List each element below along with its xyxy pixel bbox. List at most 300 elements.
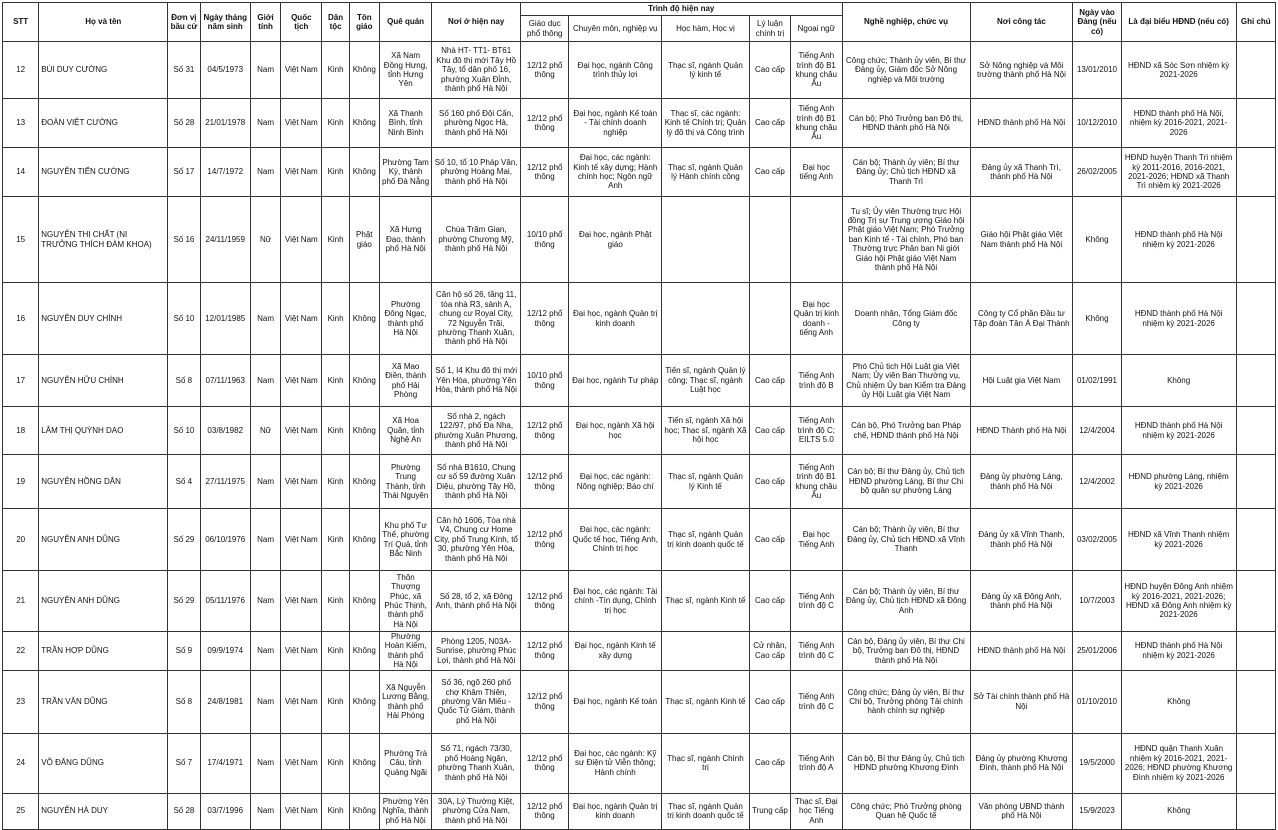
cell-residence: Số 36, ngõ 260 phố chợ Khâm Thiên, phường Văn Miếu - Quốc Tử Giám, thành phố Hà Nội: [432, 670, 521, 733]
cell-ethnicity: Kinh: [322, 455, 349, 509]
cell-language: Tiếng Anh trình độ C: [791, 670, 842, 733]
cell-workplace: Đảng ủy xã Thanh Trì, thành phố Hà Nội: [970, 148, 1073, 197]
cell-dob: 24/8/1981: [200, 670, 250, 733]
header-party-date: Ngày vào Đảng (nếu có): [1073, 3, 1121, 42]
cell-gender: Nam: [250, 148, 280, 197]
table-row: [3, 99, 1276, 148]
cell-delegate: HĐND quận Thanh Xuân nhiệm kỳ 2016-2021, 2021-2026; HĐND phường Khương Đình nhiệm kỳ 2021-2026: [1121, 733, 1236, 793]
cell-name: NGUYỄN DUY CHÍNH: [39, 283, 168, 355]
cell-ethnicity: Kinh: [322, 197, 349, 283]
cell-ethnicity: Kinh: [322, 283, 349, 355]
cell-unit: Số 29: [168, 571, 200, 632]
cell-language: Đại học tiếng Anh: [791, 148, 842, 197]
cell-occupation: Công chức; Thành ủy viên, Bí thư Đảng ủy, Giám đốc Sở Nông nghiệp và Môi trường: [842, 42, 970, 99]
cell-hometown: Phường Đông Ngạc, thành phố Hà Nội: [379, 283, 431, 355]
cell-language: Tiếng Anh trình độ B1 khung châu Âu: [791, 99, 842, 148]
cell-religion: Không: [349, 283, 379, 355]
cell-gender: Nam: [250, 670, 280, 733]
header-unit: Đơn vị bầu cử: [168, 3, 200, 42]
cell-party-date: 10/12/2010: [1073, 99, 1121, 148]
cell-politics: [749, 283, 790, 355]
cell-general-edu: 12/12 phổ thông: [521, 509, 569, 571]
cell-religion: Không: [349, 99, 379, 148]
cell-general-edu: 12/12 phổ thông: [521, 670, 569, 733]
cell-specialty: Đại học, ngành Tư pháp: [569, 355, 662, 407]
cell-academic: Thạc sĩ, ngành Quản trị kinh doanh quốc tế: [662, 509, 750, 571]
header-politics: Lý luận chính trị: [749, 16, 790, 42]
cell-stt: 19: [3, 455, 39, 509]
cell-academic: Tiến sĩ, ngành Xã hội học; Thạc sĩ, ngành Xã hội học: [662, 407, 750, 455]
table-row: [3, 509, 1276, 571]
cell-occupation: Cán bộ; Phó Trưởng ban Đô thị, HĐND thành phố Hà Nội: [842, 99, 970, 148]
cell-language: Tiếng Anh trình độ C: [791, 632, 842, 671]
cell-stt: 18: [3, 407, 39, 455]
cell-name: ĐOÀN VIỆT CƯỜNG: [39, 99, 168, 148]
cell-dob: 09/9/1974: [200, 632, 250, 671]
cell-religion: Không: [349, 793, 379, 829]
cell-nationality: Việt Nam: [281, 670, 322, 733]
cell-general-edu: 12/12 phổ thông: [521, 148, 569, 197]
cell-occupation: Công chức; Phó Trưởng phòng Quan hệ Quốc tế: [842, 793, 970, 829]
cell-hometown: Phường Trà Câu, tỉnh Quảng Ngãi: [379, 733, 431, 793]
cell-ethnicity: Kinh: [322, 355, 349, 407]
cell-workplace: Đảng ủy xã Đông Anh, thành phố Hà Nội: [970, 571, 1073, 632]
header-nationality: Quốc tịch: [281, 3, 322, 42]
cell-specialty: Đại học, ngành Xã hội học: [569, 407, 662, 455]
cell-note: [1236, 455, 1275, 509]
cell-workplace: Giáo hội Phật giáo Việt Nam thành phố Hà Nội: [970, 197, 1073, 283]
header-ethnicity: Dân tộc: [322, 3, 349, 42]
cell-stt: 16: [3, 283, 39, 355]
cell-residence: 30A, Lý Thường Kiệt, phường Cửa Nam, thành phố Hà Nội: [432, 793, 521, 829]
cell-dob: 21/01/1978: [200, 99, 250, 148]
cell-unit: Số 29: [168, 509, 200, 571]
cell-stt: 14: [3, 148, 39, 197]
cell-unit: Số 7: [168, 733, 200, 793]
cell-ethnicity: Kinh: [322, 632, 349, 671]
table-body: [3, 42, 1276, 830]
cell-note: [1236, 407, 1275, 455]
cell-dob: 12/01/1985: [200, 283, 250, 355]
cell-gender: Nam: [250, 355, 280, 407]
cell-party-date: 10/7/2003: [1073, 571, 1121, 632]
cell-party-date: 25/01/2006: [1073, 632, 1121, 671]
cell-specialty: Đại học, ngành Quản trị kinh doanh: [569, 283, 662, 355]
cell-workplace: Hội Luật gia Việt Nam: [970, 355, 1073, 407]
header-language: Ngoại ngữ: [791, 16, 842, 42]
cell-politics: Cao cấp: [749, 355, 790, 407]
cell-gender: Nam: [250, 455, 280, 509]
cell-politics: Cao cấp: [749, 455, 790, 509]
table-row: [3, 670, 1276, 733]
cell-academic: [662, 283, 750, 355]
cell-occupation: Phó Chủ tịch Hội Luật gia Việt Nam; Ủy viên Ban Thường vụ, Chủ nhiệm Ủy ban Kiểm tra Đảng ủy Hội Luật gia Việt Nam: [842, 355, 970, 407]
cell-name: TRẦN VĂN DŨNG: [39, 670, 168, 733]
cell-nationality: Việt Nam: [281, 509, 322, 571]
cell-name: NGUYỄN THỊ CHẤT (NI TRƯỞNG THÍCH ĐÀM KHOA): [39, 197, 168, 283]
cell-specialty: Đại học, ngành Kinh tế xây dựng: [569, 632, 662, 671]
cell-general-edu: 12/12 phổ thông: [521, 455, 569, 509]
cell-academic: Thạc sĩ, ngành Quản lý kinh tế: [662, 42, 750, 99]
cell-gender: Nam: [250, 283, 280, 355]
cell-politics: Cao cấp: [749, 509, 790, 571]
cell-note: [1236, 355, 1275, 407]
cell-note: [1236, 571, 1275, 632]
cell-specialty: Đại học, ngành Kế toán: [569, 670, 662, 733]
cell-hometown: Phường Yên Nghĩa, thành phố Hà Nội: [379, 793, 431, 829]
cell-academic: Thạc sĩ, ngành Quản lý Hành chính công: [662, 148, 750, 197]
cell-party-date: 15/9/2023: [1073, 793, 1121, 829]
cell-politics: Cao cấp: [749, 42, 790, 99]
cell-hometown: Xã Mao Điền, thành phố Hải Phòng: [379, 355, 431, 407]
cell-delegate: Không: [1121, 355, 1236, 407]
cell-general-edu: 12/12 phổ thông: [521, 733, 569, 793]
cell-religion: Không: [349, 407, 379, 455]
cell-language: Đại học Tiếng Anh: [791, 509, 842, 571]
cell-specialty: Đại học, ngành Công trình thủy lợi: [569, 42, 662, 99]
cell-delegate: Không: [1121, 670, 1236, 733]
cell-academic: [662, 197, 750, 283]
cell-note: [1236, 197, 1275, 283]
cell-residence: Số 160 phố Đội Cấn, phường Ngọc Hà, thành phố Hà Nội: [432, 99, 521, 148]
cell-unit: Số 10: [168, 407, 200, 455]
cell-note: [1236, 99, 1275, 148]
cell-hometown: Phường Hoàn Kiếm, thành phố Hà Nội: [379, 632, 431, 671]
table-row: [3, 455, 1276, 509]
cell-dob: 06/10/1976: [200, 509, 250, 571]
cell-gender: Nam: [250, 571, 280, 632]
cell-workplace: Đảng ủy xã Vĩnh Thanh, thành phố Hà Nội: [970, 509, 1073, 571]
cell-name: NGUYỄN HỒNG DÂN: [39, 455, 168, 509]
cell-note: [1236, 793, 1275, 829]
cell-politics: Cao cấp: [749, 670, 790, 733]
cell-language: Tiếng Anh trình độ B1 khung châu Âu: [791, 42, 842, 99]
table-row: [3, 355, 1276, 407]
cell-academic: Thạc sĩ, ngành Chính trị: [662, 733, 750, 793]
cell-politics: Cao cấp: [749, 571, 790, 632]
cell-general-edu: 12/12 phổ thông: [521, 283, 569, 355]
cell-dob: 14/7/1972: [200, 148, 250, 197]
header-workplace: Nơi công tác: [970, 3, 1073, 42]
cell-unit: Số 16: [168, 197, 200, 283]
cell-academic: Thạc sĩ, các ngành: Kinh tế Chính trị; Quản lý đô thị và Công trình: [662, 99, 750, 148]
cell-religion: Không: [349, 455, 379, 509]
cell-language: Tiếng Anh trình độ C: [791, 571, 842, 632]
cell-religion: Không: [349, 571, 379, 632]
cell-nationality: Việt Nam: [281, 407, 322, 455]
cell-workplace: Đảng ủy phường Khương Đình, thành phố Hà Nội: [970, 733, 1073, 793]
cell-occupation: Cán bộ; Thành ủy viên, Bí thư Đảng ủy, Chủ tịch HĐND xã Đông Anh: [842, 571, 970, 632]
cell-residence: Chùa Trăm Gian, phường Chương Mỹ, thành phố Hà Nội: [432, 197, 521, 283]
cell-delegate: HĐND xã Vĩnh Thanh nhiệm kỳ 2021-2026: [1121, 509, 1236, 571]
cell-gender: Nam: [250, 632, 280, 671]
candidate-table: [2, 2, 1276, 830]
cell-party-date: 12/4/2004: [1073, 407, 1121, 455]
cell-academic: Thạc sĩ, ngành Kinh tế: [662, 571, 750, 632]
cell-stt: 12: [3, 42, 39, 99]
cell-politics: Cao cấp: [749, 733, 790, 793]
cell-politics: Cao cấp: [749, 407, 790, 455]
cell-residence: Số nhà 2, ngách 122/97, phố Đa Nha, phường Xuân Phương, thành phố Hà Nội: [432, 407, 521, 455]
cell-name: BÙI DUY CƯỜNG: [39, 42, 168, 99]
cell-religion: Không: [349, 42, 379, 99]
cell-delegate: Không: [1121, 793, 1236, 829]
header-dob: Ngày tháng năm sinh: [200, 3, 250, 42]
cell-hometown: Thôn Thượng Phúc, xã Phúc Thịnh, thành phố Hà Nội: [379, 571, 431, 632]
cell-dob: 03/8/1982: [200, 407, 250, 455]
cell-note: [1236, 670, 1275, 733]
cell-language: Đại học Quản trị kinh doanh - tiếng Anh: [791, 283, 842, 355]
cell-residence: Số 71, ngách 73/30, phố Hoàng Ngân, phường Thanh Xuân, thành phố Hà Nội: [432, 733, 521, 793]
cell-hometown: Xã Nguyễn Lương Bằng, thành phố Hải Phòng: [379, 670, 431, 733]
cell-party-date: 03/02/2005: [1073, 509, 1121, 571]
cell-politics: Trung cấp: [749, 793, 790, 829]
cell-religion: Không: [349, 148, 379, 197]
table-row: [3, 632, 1276, 671]
cell-note: [1236, 148, 1275, 197]
cell-hometown: Xã Nam Đồng Hưng, tỉnh Hưng Yên: [379, 42, 431, 99]
cell-ethnicity: Kinh: [322, 99, 349, 148]
cell-ethnicity: Kinh: [322, 733, 349, 793]
cell-language: Tiếng Anh trình độ B: [791, 355, 842, 407]
cell-name: VÕ ĐĂNG DŨNG: [39, 733, 168, 793]
cell-delegate: HĐND huyện Thanh Trì nhiệm kỳ 2011-2016, 2016-2021, 2021-2026; HĐND xã Thanh Trì nhiệm kỳ 2021-2026: [1121, 148, 1236, 197]
cell-stt: 25: [3, 793, 39, 829]
cell-religion: Không: [349, 632, 379, 671]
cell-residence: Số 10, tổ 10 Pháp Vân, phường Hoàng Mai, thành phố Hà Nội: [432, 148, 521, 197]
cell-gender: Nam: [250, 793, 280, 829]
cell-occupation: Cán bộ; Thành ủy viên, Bí thư Đảng ủy, Chủ tịch HĐND xã Vĩnh Thanh: [842, 509, 970, 571]
cell-gender: Nam: [250, 733, 280, 793]
cell-occupation: Công chức; Đảng ủy viên, Bí thư Chi bộ, Trưởng phòng Tài chính hành chính sự nghiệp: [842, 670, 970, 733]
cell-workplace: Đảng ủy phường Láng, thành phố Hà Nội: [970, 455, 1073, 509]
cell-name: NGUYỄN HỮU CHÍNH: [39, 355, 168, 407]
cell-occupation: Cán bộ; Thành ủy viên; Bí thư Đảng ủy; Chủ tịch HĐND xã Thanh Trì: [842, 148, 970, 197]
cell-ethnicity: Kinh: [322, 670, 349, 733]
cell-politics: Cao cấp: [749, 99, 790, 148]
cell-nationality: Việt Nam: [281, 42, 322, 99]
cell-note: [1236, 632, 1275, 671]
cell-nationality: Việt Nam: [281, 793, 322, 829]
cell-ethnicity: Kinh: [322, 571, 349, 632]
cell-party-date: 19/5/2000: [1073, 733, 1121, 793]
cell-name: NGUYỄN HÀ DUY: [39, 793, 168, 829]
cell-stt: 15: [3, 197, 39, 283]
cell-unit: Số 31: [168, 42, 200, 99]
cell-stt: 23: [3, 670, 39, 733]
cell-workplace: HĐND thành phố Hà Nội: [970, 99, 1073, 148]
cell-residence: Số 1, I4 Khu đô thị mới Yên Hòa, phường Yên Hòa, thành phố Hà Nội: [432, 355, 521, 407]
cell-name: LÂM THỊ QUỲNH DAO: [39, 407, 168, 455]
cell-name: NGUYỄN TIẾN CƯỜNG: [39, 148, 168, 197]
cell-residence: Căn hộ số 26, tầng 11, tòa nhà R3, sảnh A, chung cư Royal City, 72 Nguyễn Trãi, phường Thanh Xuân, thành phố Hà Nội: [432, 283, 521, 355]
cell-language: [791, 197, 842, 283]
cell-party-date: Không: [1073, 197, 1121, 283]
cell-note: [1236, 283, 1275, 355]
cell-general-edu: 10/10 phổ thông: [521, 355, 569, 407]
cell-politics: [749, 197, 790, 283]
cell-hometown: Xã Hưng Đạo, thành phố Hà Nội: [379, 197, 431, 283]
cell-ethnicity: Kinh: [322, 148, 349, 197]
cell-ethnicity: Kinh: [322, 42, 349, 99]
cell-gender: Nữ: [250, 407, 280, 455]
cell-language: Tiếng Anh trình độ A: [791, 733, 842, 793]
cell-politics: Cao cấp: [749, 148, 790, 197]
table-row: [3, 197, 1276, 283]
cell-ethnicity: Kinh: [322, 407, 349, 455]
cell-delegate: HĐND thành phố Hà Nội nhiệm kỳ 2021-2026: [1121, 283, 1236, 355]
cell-occupation: Cán bộ, Đảng ủy viên, Bí thư Chi bộ, Trưởng ban Đô thị, HĐND thành phố Hà Nội: [842, 632, 970, 671]
cell-ethnicity: Kinh: [322, 509, 349, 571]
cell-name: NGUYỄN ANH DŨNG: [39, 571, 168, 632]
cell-specialty: Đại học, ngành Quản trị kinh doanh: [569, 793, 662, 829]
cell-note: [1236, 509, 1275, 571]
cell-general-edu: 12/12 phổ thông: [521, 407, 569, 455]
cell-workplace: Sở Nông nghiệp và Môi trường thành phố Hà Nội: [970, 42, 1073, 99]
table-row: [3, 283, 1276, 355]
cell-note: [1236, 42, 1275, 99]
cell-delegate: HĐND huyện Đông Anh nhiệm kỳ 2016-2021, 2021-2026; HĐND xã Đông Anh nhiệm kỳ 2021-2026: [1121, 571, 1236, 632]
cell-gender: Nam: [250, 42, 280, 99]
cell-stt: 22: [3, 632, 39, 671]
cell-religion: Không: [349, 733, 379, 793]
header-residence: Nơi ở hiện nay: [432, 3, 521, 42]
cell-religion: Không: [349, 509, 379, 571]
cell-name: NGUYỄN ANH DŨNG: [39, 509, 168, 571]
header-occupation: Nghề nghiệp, chức vụ: [842, 3, 970, 42]
table-row: [3, 733, 1276, 793]
header-qualification-group: Trình độ hiện nay: [521, 3, 843, 16]
cell-religion: Phật giáo: [349, 197, 379, 283]
cell-general-edu: 12/12 phổ thông: [521, 793, 569, 829]
cell-delegate: HĐND xã Sóc Sơn nhiệm kỳ 2021-2026: [1121, 42, 1236, 99]
cell-unit: Số 28: [168, 99, 200, 148]
header-gender: Giới tính: [250, 3, 280, 42]
cell-dob: 04/5/1973: [200, 42, 250, 99]
cell-party-date: 12/4/2002: [1073, 455, 1121, 509]
cell-specialty: Đại học, các ngành: Kinh tế xây dựng; Hành chính học; Ngôn ngữ Anh: [569, 148, 662, 197]
cell-dob: 17/4/1971: [200, 733, 250, 793]
cell-hometown: Phường Tam Kỳ, thành phố Đà Nẵng: [379, 148, 431, 197]
cell-party-date: 13/01/2010: [1073, 42, 1121, 99]
header-note: Ghi chú: [1236, 3, 1275, 42]
header-stt: STT: [3, 3, 39, 42]
cell-unit: Số 9: [168, 632, 200, 671]
cell-academic: Thạc sĩ, ngành Kinh tế: [662, 670, 750, 733]
header-name: Họ và tên: [39, 3, 168, 42]
cell-specialty: Đại học, các ngành: Quốc tế học, Tiếng Anh, Chính trị học: [569, 509, 662, 571]
cell-dob: 07/11/1963: [200, 355, 250, 407]
cell-religion: Không: [349, 670, 379, 733]
cell-hometown: Phường Trung Thành, tỉnh Thái Nguyên: [379, 455, 431, 509]
cell-party-date: 26/02/2005: [1073, 148, 1121, 197]
cell-dob: 03/7/1996: [200, 793, 250, 829]
cell-hometown: Xã Thanh Bình, tỉnh Ninh Bình: [379, 99, 431, 148]
cell-academic: [662, 632, 750, 671]
cell-stt: 20: [3, 509, 39, 571]
cell-nationality: Việt Nam: [281, 99, 322, 148]
cell-residence: Số nhà B1610, Chung cư số 59 đường Xuân Diệu, phường Tây Hồ, thành phố Hà Nội: [432, 455, 521, 509]
cell-residence: Số 28, tổ 2, xã Đông Anh, thành phố Hà Nội: [432, 571, 521, 632]
cell-delegate: HĐND thành phố Hà Nội, nhiệm kỳ 2016-2021, 2021-2026: [1121, 99, 1236, 148]
cell-general-edu: 12/12 phổ thông: [521, 99, 569, 148]
cell-academic: Tiến sĩ, ngành Quản lý công; Thạc sĩ, ngành Luật học: [662, 355, 750, 407]
cell-dob: 05/11/1976: [200, 571, 250, 632]
cell-specialty: Đại học, các ngành: Nông nghiệp; Báo chí: [569, 455, 662, 509]
cell-occupation: Cán bộ; Bí thư Đảng ủy, Chủ tịch HĐND phường Láng, Bí thư Chi bộ quân sự phường Láng: [842, 455, 970, 509]
cell-occupation: Cán bộ, Bí thư Đảng ủy, Chủ tịch HĐND phường Khương Đình: [842, 733, 970, 793]
cell-workplace: Văn phòng UBND thành phố Hà Nội: [970, 793, 1073, 829]
cell-language: Tiếng Anh trình độ C; EILTS 5.0: [791, 407, 842, 455]
table-row: [3, 407, 1276, 455]
cell-general-edu: 12/12 phổ thông: [521, 571, 569, 632]
cell-nationality: Việt Nam: [281, 148, 322, 197]
cell-workplace: Sở Tài chính thành phố Hà Nội: [970, 670, 1073, 733]
table-row: [3, 793, 1276, 829]
table-row: [3, 571, 1276, 632]
header-specialty: Chuyên môn, nghiệp vụ: [569, 16, 662, 42]
cell-stt: 21: [3, 571, 39, 632]
cell-party-date: 01/10/2010: [1073, 670, 1121, 733]
cell-religion: Không: [349, 355, 379, 407]
header-hometown: Quê quán: [379, 3, 431, 42]
cell-party-date: Không: [1073, 283, 1121, 355]
cell-nationality: Việt Nam: [281, 197, 322, 283]
cell-stt: 13: [3, 99, 39, 148]
cell-residence: Căn hộ 1606, Tòa nhà V4, Chung cư Home City, phố Trung Kính, tổ 30, phường Yên Hòa, thành phố Hà Nội: [432, 509, 521, 571]
cell-specialty: Đại học, các ngành: Kỹ sư Điện tử Viễn thông; Hành chính: [569, 733, 662, 793]
cell-workplace: HĐND thành phố Hà Nội: [970, 632, 1073, 671]
cell-unit: Số 8: [168, 355, 200, 407]
cell-residence: Nhà HT- TT1- BT61 Khu đô thị mới Tây Hồ Tây, tổ dân phố 16, phường Xuân Đỉnh, thành phố Hà Nội: [432, 42, 521, 99]
cell-note: [1236, 733, 1275, 793]
table-row: [3, 42, 1276, 99]
header-religion: Tôn giáo: [349, 3, 379, 42]
cell-stt: 24: [3, 733, 39, 793]
cell-unit: Số 8: [168, 670, 200, 733]
cell-specialty: Đại học, các ngành: Tài chính -Tín dụng, Chính trị học: [569, 571, 662, 632]
cell-delegate: HĐND thành phố Hà Nội nhiệm kỳ 2021-2026: [1121, 407, 1236, 455]
cell-dob: 27/11/1975: [200, 455, 250, 509]
cell-occupation: Tu sĩ; Ủy viên Thường trực Hội đồng Trị sự Trung ương Giáo hội Phật giáo Việt Nam; Phó Trưởng ban Kinh tế - Tài chính, Phó ban Thường trực Phân ban Ni giới Giáo hội Phật giáo Việt Nam thành phố Hà Nội: [842, 197, 970, 283]
cell-nationality: Việt Nam: [281, 283, 322, 355]
cell-nationality: Việt Nam: [281, 455, 322, 509]
cell-occupation: Doanh nhân, Tổng Giám đốc Công ty: [842, 283, 970, 355]
cell-residence: Phòng 1205, N03A-Sunrise, phường Phúc Lợi, thành phố Hà Nội: [432, 632, 521, 671]
cell-nationality: Việt Nam: [281, 733, 322, 793]
cell-hometown: Xã Hoa Quân, tỉnh Nghệ An: [379, 407, 431, 455]
cell-workplace: Công ty Cổ phần Đầu tư Tập đoàn Tân Á Đại Thành: [970, 283, 1073, 355]
cell-delegate: HĐND thành phố Hà Nội nhiệm kỳ 2021-2026: [1121, 197, 1236, 283]
cell-delegate: HĐND thành phố Hà Nội nhiệm kỳ 2021-2026: [1121, 632, 1236, 671]
cell-academic: Thạc sĩ, ngành Quản lý Kinh tế: [662, 455, 750, 509]
cell-delegate: HĐND phường Láng, nhiệm kỳ 2021-2026: [1121, 455, 1236, 509]
cell-general-edu: 12/12 phổ thông: [521, 632, 569, 671]
cell-hometown: Khu phố Tư Thế, phường Trí Quả, tỉnh Bắc Ninh: [379, 509, 431, 571]
cell-language: Tiếng Anh trình độ B1 khung châu Âu: [791, 455, 842, 509]
cell-general-edu: 12/12 phổ thông: [521, 42, 569, 99]
cell-gender: Nam: [250, 99, 280, 148]
cell-unit: Số 4: [168, 455, 200, 509]
table-row: [3, 148, 1276, 197]
cell-language: Thạc sĩ, Đại học Tiếng Anh: [791, 793, 842, 829]
header-delegate: Là đại biểu HĐND (nếu có): [1121, 3, 1236, 42]
cell-unit: Số 28: [168, 793, 200, 829]
cell-politics: Cử nhân, Cao cấp: [749, 632, 790, 671]
cell-nationality: Việt Nam: [281, 355, 322, 407]
header-general-edu: Giáo dục phổ thông: [521, 16, 569, 42]
cell-specialty: Đại học, ngành Kế toán - Tài chính doanh nghiệp: [569, 99, 662, 148]
